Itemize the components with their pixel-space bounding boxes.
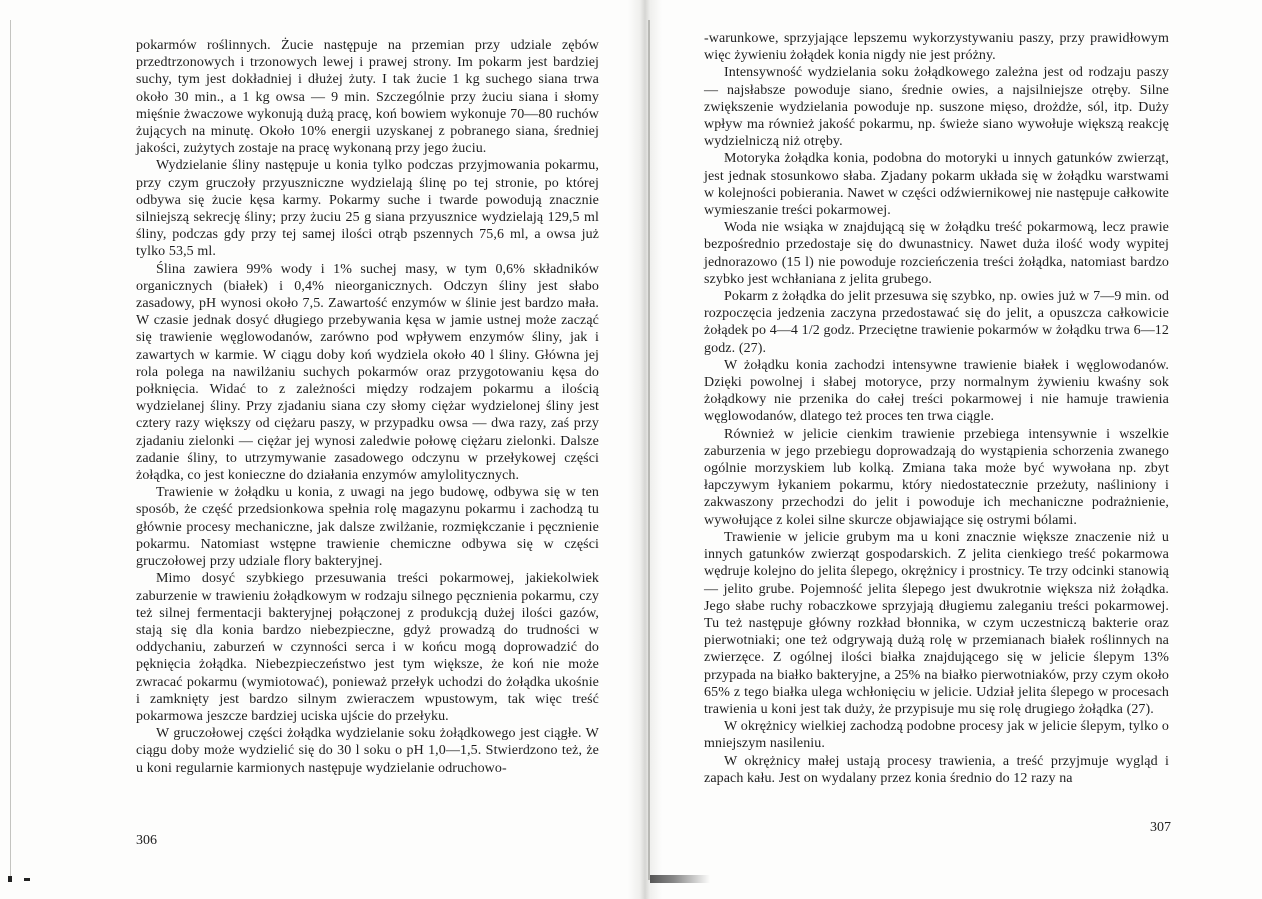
paragraph: -warunkowe, sprzyjające lepszemu wykorzystywaniu paszy, przy prawidłowym więc żywieniu żołądek konia nigdy nie jest próżny. [704,31,1169,64]
paragraph: W żołądku konia zachodzi intensywne trawienie białek i węglowodanów. Dzięki powolnej i słabej motoryce, przy normalnym żywieniu kwaśny sok żołądkowy nie przenika do całej treści pokarmowej i nie hamuje trawienia węglowodanów, dlatego też proces ten trwa ciągle. [704,357,1169,425]
paragraph: Pokarm z żołądka do jelit przesuwa się szybko, np. owies już w 7—9 min. od rozpoczęcia jedzenia zaczyna przedostawać się do jelit, a opuszcza całkowicie żołądek po 4—4 1/2 godz. Przeciętne trawienie pokarmów w żołądku trwa 6—12 godz. (27). [704,289,1169,356]
paragraph: Intensywność wydzielania soku żołądkowego zależna jest od rodzaju paszy — najsłabsze powoduje siano, średnie owies, a najsilniejsze otręby. Silne zwiększenie wydzielania powoduje np. suszone mięso, drożdże, sól, itp. Duży wpływ ma również jakość pokarmu, np. świeże siano wywołuje większą reakcję wydzielniczą niż otręby. [704,65,1169,150]
left-page-text [136,37,599,777]
paragraph: Woda nie wsiąka w znajdującą się w żołądku treść pokarmową, lecz prawie bezpośrednio przedostaje się do dwunastnicy. Nawet duża ilość wody wypitej jednorazowo (15 l) nie powoduje rozcieńczenia treści żołądka, natomiast bardzo szybko jest wchłaniana z jelita grubego. [704,220,1169,287]
paragraph: Trawienie w jelicie grubym ma u koni znacznie większe znaczenie niż u innych gatunków zwierząt gospodarskich. Z jelita cienkiego treść pokarmowa wędruje kolejno do jelita ślepego, okrężnicy i prostnicy. Te trzy odcinki stanowią — jelito grube. Pojemność jelita ślepego jest dwukrotnie większa niż żołądka. Jego słabe ruchy robaczkowe sprzyjają długiemu zaleganiu treści pokarmowej. Tu też następuje główny rozkład błonnika, w czym uczestniczą bakterie oraz pierwotniaki; one też odgrywają dużą rolę w przemianach białek roślinnych na zwierzęce. Z ogólnej ilości białka znajdującego się w jelicie ślepym 13% przypada na białko bakteryjne, a 25% na białko pierwotniaków, przy czym około 65% z tego białka ulega wchłonięciu w jelicie. Udział jelita ślepego w procesach trawienia u koni jest tak duży, że przypisuje mu się rolę drugiego żołądka (27). [704,529,1169,717]
right-page [631,0,1262,899]
paragraph: W okrężnicy wielkiej zachodzą podobne procesy jak w jelicie ślepym, tylko o mniejszym nasileniu. [704,719,1169,752]
paragraph: pokarmów roślinnych. Żucie następuje na przemian przy udziale zębów przedtrzonowych i trzonowych lewej i prawej strony. Im pokarm jest bardziej suchy, tym jest dokładniej i dłużej żuty. I tak żucie 1 kg suchego siana trwa około 30 min., a 1 kg owsa — 9 min. Szczególnie przy żuciu siana i słomy mięśnie żwaczowe wykonują dużą pracę, koń bowiem wykonuje 70—80 ruchów żujących na minutę. Około 10% energii uzyskanej z pobranego siana, średniej jakości, zużytych zostaje na pracę wykonaną przy jego żuciu. [136,38,599,157]
paragraph: W okrężnicy małej ustają procesy trawienia, a treść przyjmuje wygląd i zapach kału. Jest on wydalany przez konia średnio do 12 razy na [704,753,1169,786]
paragraph: Również w jelicie cienkim trawienie przebiega intensywnie i wszelkie zaburzenia w jego przebiegu doprowadzają do wystąpienia schorzenia zwanego ogólnie morzyskiem lub kolką. Zmiana taka może być wywołana np. zbyt łapczywym łykaniem pokarmu, który niedostatecznie przeżuty, naśliniony i zakwaszony przechodzi do jelit i powoduje ich mechaniczne podrażnienie, wywołujące z kolei silne skurcze objawiające się ostrymi bólami. [704,426,1169,528]
paragraph: Motoryka żołądka konia, podobna do motoryki u innych gatunków zwierząt, jest jednak stosunkowo słaba. Zjadany pokarm układa się w żołądku warstwami w kolejności pobierania. Nawet w części odźwiernikowej nie następuje całkowite wymieszanie treści pokarmowej. [704,151,1169,219]
paragraph: Trawienie w żołądku u konia, z uwagi na jego budowę, odbywa się w ten sposób, że część przedsionkowa spełnia rolę magazynu pokarmu i zachodzą tu głównie procesy mechaniczne, jak dalsze zwilżanie, rozmiękczanie i pęcznienie pokarmu. Natomiast wstępne trawienie chemiczne odbywa się w części gruczołowej przy udziale flory bakteryjnej. [136,485,599,570]
paragraph: W gruczołowej części żołądka wydzielanie soku żołądkowego jest ciągłe. W ciągu doby może wydzielić się do 30 l soku o pH 1,0—1,5. Stwierdzono też, że u koni regularnie karmionych następuje wydzielanie odruchowo- [136,726,599,776]
right-page-text [704,30,1169,787]
paragraph: Ślina zawiera 99% wody i 1% suchej masy, w tym 0,6% składników organicznych (białek) i 0,4% nieorganicznych. Odczyn śliny jest słabo zasadowy, pH wynosi około 7,5. Zawartość enzymów w ślinie jest bardzo mała. W czasie jednak dosyć długiego przebywania kęsa w jamie ustnej może zacząć się trawienie węglowodanów, zarówno pod wpływem enzymów śliny, jak i zawartych w karmie. W ciągu doby koń wydziela około 40 l śliny. Główna jej rola polega na nawilżaniu suchych pokarmów oraz przygotowaniu kęsa do połknięcia. Widać to z zależności między rodzajem pokarmu a ilością wydzielanej śliny. Przy zjadaniu siana czy słomy ciężar wydzielonej śliny jest cztery razy większy od ciężaru paszy, w przypadku owsa — dwa razy, zaś przy zjadaniu zielonki — ciężar jej wynosi zaledwie połowę ciężaru zielonki. Dalsze zadanie śliny, to utrzymywanie zasadowego odczynu w przełykowej części żołądka, co jest konieczne do działania enzymów amylolitycznych. [136,261,599,484]
page-number: 307 [1150,820,1171,835]
paragraph: Mimo dosyć szybkiego przesuwania treści pokarmowej, jakiekolwiek zaburzenie w trawieniu żołądkowym w rodzaju silnego pęcznienia pokarmu, czy też silnej fermentacji bakteryjnej połączonej z produkcją dużej ilości gazów, stają się dla konia bardzo niebezpieczne, gdyż prowadzą do trudności w oddychaniu, zaburzeń w czynności serca i w końcu mogą doprowadzić do pęknięcia żołądka. Niebezpieczeństwo jest tym większe, że koń nie może zwracać pokarmu (wymiotować), ponieważ przełyk uchodzi do żołądka ukośnie i zamknięty jest bardzo silnym zwieraczem wpustowym, tak więc treść pokarmowa jeszcze bardziej uciska ujście do przełyku. [136,571,599,724]
paragraph: Wydzielanie śliny następuje u konia tylko podczas przyjmowania pokarmu, przy czym gruczoły przyuszniczne wydzielają ślinę po tej stronie, po której odbywa się żucie kęsa karmy. Pokarmy suche i twarde powodują znacznie silniejszą sekrecję śliny; przy żuciu 25 g siana przyusznice wydzielają 129,5 ml śliny, podczas gdy przy tej samej ilości otrąb pszennych 75,6 ml, a owsa już tylko 53,5 ml. [136,158,599,260]
page-number: 306 [136,833,157,848]
